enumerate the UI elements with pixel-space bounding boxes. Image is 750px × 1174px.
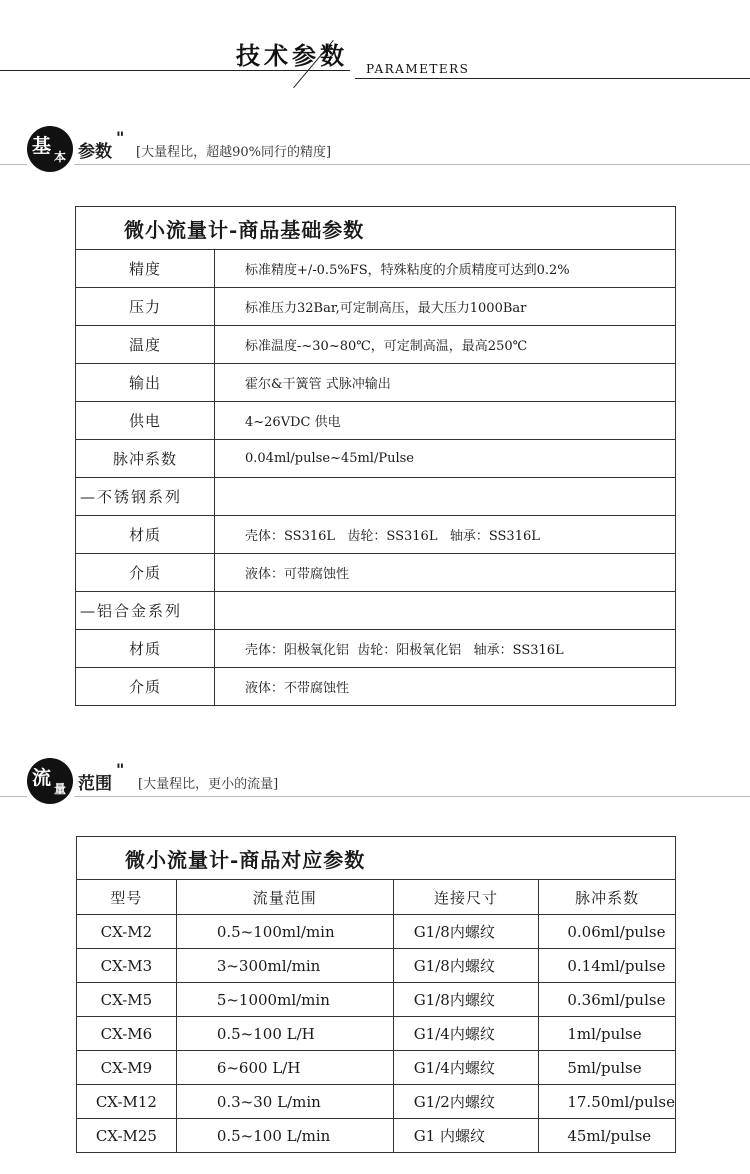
badge-char-sub: 量 bbox=[54, 782, 67, 796]
basic-params-table bbox=[75, 206, 676, 706]
param-value: 壳体：SS316L 齿轮：SS316L 轴承：SS316L bbox=[215, 516, 676, 554]
param-key: 材质 bbox=[76, 516, 215, 554]
param-key: 介质 bbox=[76, 554, 215, 592]
param-value: 标准压力32Bar,可定制高压，最大压力1000Bar bbox=[215, 288, 676, 326]
param-value bbox=[215, 592, 676, 630]
table-row bbox=[76, 630, 676, 668]
table-row bbox=[77, 915, 676, 949]
connection-cell: G1/2内螺纹 bbox=[393, 1085, 539, 1119]
param-value: 4~26VDC 供电 bbox=[215, 402, 676, 440]
pulse-cell: 45ml/pulse bbox=[539, 1119, 676, 1153]
model-cell: CX-M25 bbox=[77, 1119, 177, 1153]
table-row bbox=[77, 983, 676, 1017]
connection-cell: G1/4内螺纹 bbox=[393, 1017, 539, 1051]
flow-range-cell: 0.5~100 L/min bbox=[176, 1119, 393, 1153]
section-note: [大量程比，超越90%同行的精度] bbox=[136, 145, 332, 160]
table-row bbox=[76, 402, 676, 440]
param-value: 0.04ml/pulse~45ml/Pulse bbox=[215, 440, 676, 478]
table-row bbox=[76, 668, 676, 706]
model-cell: CX-M3 bbox=[77, 949, 177, 983]
connection-cell: G1 内螺纹 bbox=[393, 1119, 539, 1153]
param-key: 温度 bbox=[76, 326, 215, 364]
table-caption: 微小流量计-商品对应参数 bbox=[77, 837, 676, 880]
param-key: 供电 bbox=[76, 402, 215, 440]
section-rule-left bbox=[0, 164, 27, 165]
pulse-cell: 5ml/pulse bbox=[539, 1051, 676, 1085]
flow-range-cell: 0.5~100ml/min bbox=[176, 915, 393, 949]
badge-char-main: 基 bbox=[32, 135, 52, 157]
param-value: 液体：不带腐蚀性 bbox=[215, 668, 676, 706]
page-subtitle: PARAMETERS bbox=[366, 62, 470, 76]
table-row bbox=[76, 364, 676, 402]
param-key: 介质 bbox=[76, 668, 215, 706]
param-key: 材质 bbox=[76, 630, 215, 668]
pulse-cell: 0.14ml/pulse bbox=[539, 949, 676, 983]
connection-cell: G1/8内螺纹 bbox=[393, 949, 539, 983]
param-value: 标准温度-~30~80℃，可定制高温，最高250℃ bbox=[215, 326, 676, 364]
pulse-cell: 1ml/pulse bbox=[539, 1017, 676, 1051]
param-value: 标准精度+/-0.5%FS，特殊粘度的介质精度可达到0.2% bbox=[215, 250, 676, 288]
table-caption: 微小流量计-商品基础参数 bbox=[76, 207, 676, 250]
section-range-heading bbox=[0, 758, 750, 818]
section-note: [大量程比，更小的流量] bbox=[138, 777, 279, 792]
param-key: 精度 bbox=[76, 250, 215, 288]
pulse-cell: 17.50ml/pulse bbox=[539, 1085, 676, 1119]
model-cell: CX-M5 bbox=[77, 983, 177, 1017]
section-title: 范围 bbox=[78, 774, 112, 794]
section-quote-mark: " bbox=[116, 128, 125, 147]
section-basic-heading bbox=[0, 126, 750, 186]
table-row bbox=[77, 1017, 676, 1051]
section-badge bbox=[27, 758, 73, 804]
table-row bbox=[77, 1085, 676, 1119]
table-row bbox=[76, 440, 676, 478]
param-key: 输出 bbox=[76, 364, 215, 402]
page-title: 技术参数 bbox=[236, 41, 348, 70]
param-value: 霍尔&干簧管 式脉冲输出 bbox=[215, 364, 676, 402]
table-row bbox=[76, 288, 676, 326]
model-cell: CX-M2 bbox=[77, 915, 177, 949]
table-row-group-header bbox=[76, 592, 676, 630]
flow-range-cell: 6~600 L/H bbox=[176, 1051, 393, 1085]
model-cell: CX-M9 bbox=[77, 1051, 177, 1085]
table-row bbox=[76, 326, 676, 364]
table-row bbox=[76, 554, 676, 592]
section-badge bbox=[27, 126, 73, 172]
badge-char-sub: 本 bbox=[54, 150, 67, 164]
param-key: 压力 bbox=[76, 288, 215, 326]
param-value: 壳体：阳极氧化铝 齿轮：阳极氧化铝 轴承：SS316L bbox=[215, 630, 676, 668]
table-row-group-header bbox=[76, 478, 676, 516]
column-header-flow-range: 流量范围 bbox=[176, 880, 393, 915]
flow-range-cell: 0.5~100 L/H bbox=[176, 1017, 393, 1051]
group-label: —铝合金系列 bbox=[76, 592, 215, 630]
connection-cell: G1/8内螺纹 bbox=[393, 915, 539, 949]
table-row bbox=[77, 1119, 676, 1153]
pulse-cell: 0.06ml/pulse bbox=[539, 915, 676, 949]
flow-range-cell: 3~300ml/min bbox=[176, 949, 393, 983]
section-title: 参数 bbox=[78, 142, 112, 162]
flow-range-cell: 0.3~30 L/min bbox=[176, 1085, 393, 1119]
param-key: 脉冲系数 bbox=[76, 440, 215, 478]
table-row bbox=[76, 250, 676, 288]
flow-range-cell: 5~1000ml/min bbox=[176, 983, 393, 1017]
param-value bbox=[215, 478, 676, 516]
model-cell: CX-M6 bbox=[77, 1017, 177, 1051]
connection-cell: G1/8内螺纹 bbox=[393, 983, 539, 1017]
group-label: —不锈钢系列 bbox=[76, 478, 215, 516]
param-value: 液体：可带腐蚀性 bbox=[215, 554, 676, 592]
model-cell: CX-M12 bbox=[77, 1085, 177, 1119]
column-header-connection: 连接尺寸 bbox=[393, 880, 539, 915]
badge-char-main: 流 bbox=[32, 767, 52, 789]
table-row bbox=[76, 516, 676, 554]
pulse-cell: 0.36ml/pulse bbox=[539, 983, 676, 1017]
table-row bbox=[77, 1051, 676, 1085]
section-quote-mark: " bbox=[116, 760, 125, 779]
flow-range-table bbox=[76, 836, 676, 1153]
section-rule bbox=[74, 164, 750, 165]
section-rule-left bbox=[0, 796, 27, 797]
table-row bbox=[77, 949, 676, 983]
table-header-row bbox=[77, 880, 676, 915]
column-header-pulse: 脉冲系数 bbox=[539, 880, 676, 915]
header-rule-right bbox=[355, 78, 750, 79]
column-header-model: 型号 bbox=[77, 880, 177, 915]
section-rule bbox=[74, 796, 750, 797]
connection-cell: G1/4内螺纹 bbox=[393, 1051, 539, 1085]
